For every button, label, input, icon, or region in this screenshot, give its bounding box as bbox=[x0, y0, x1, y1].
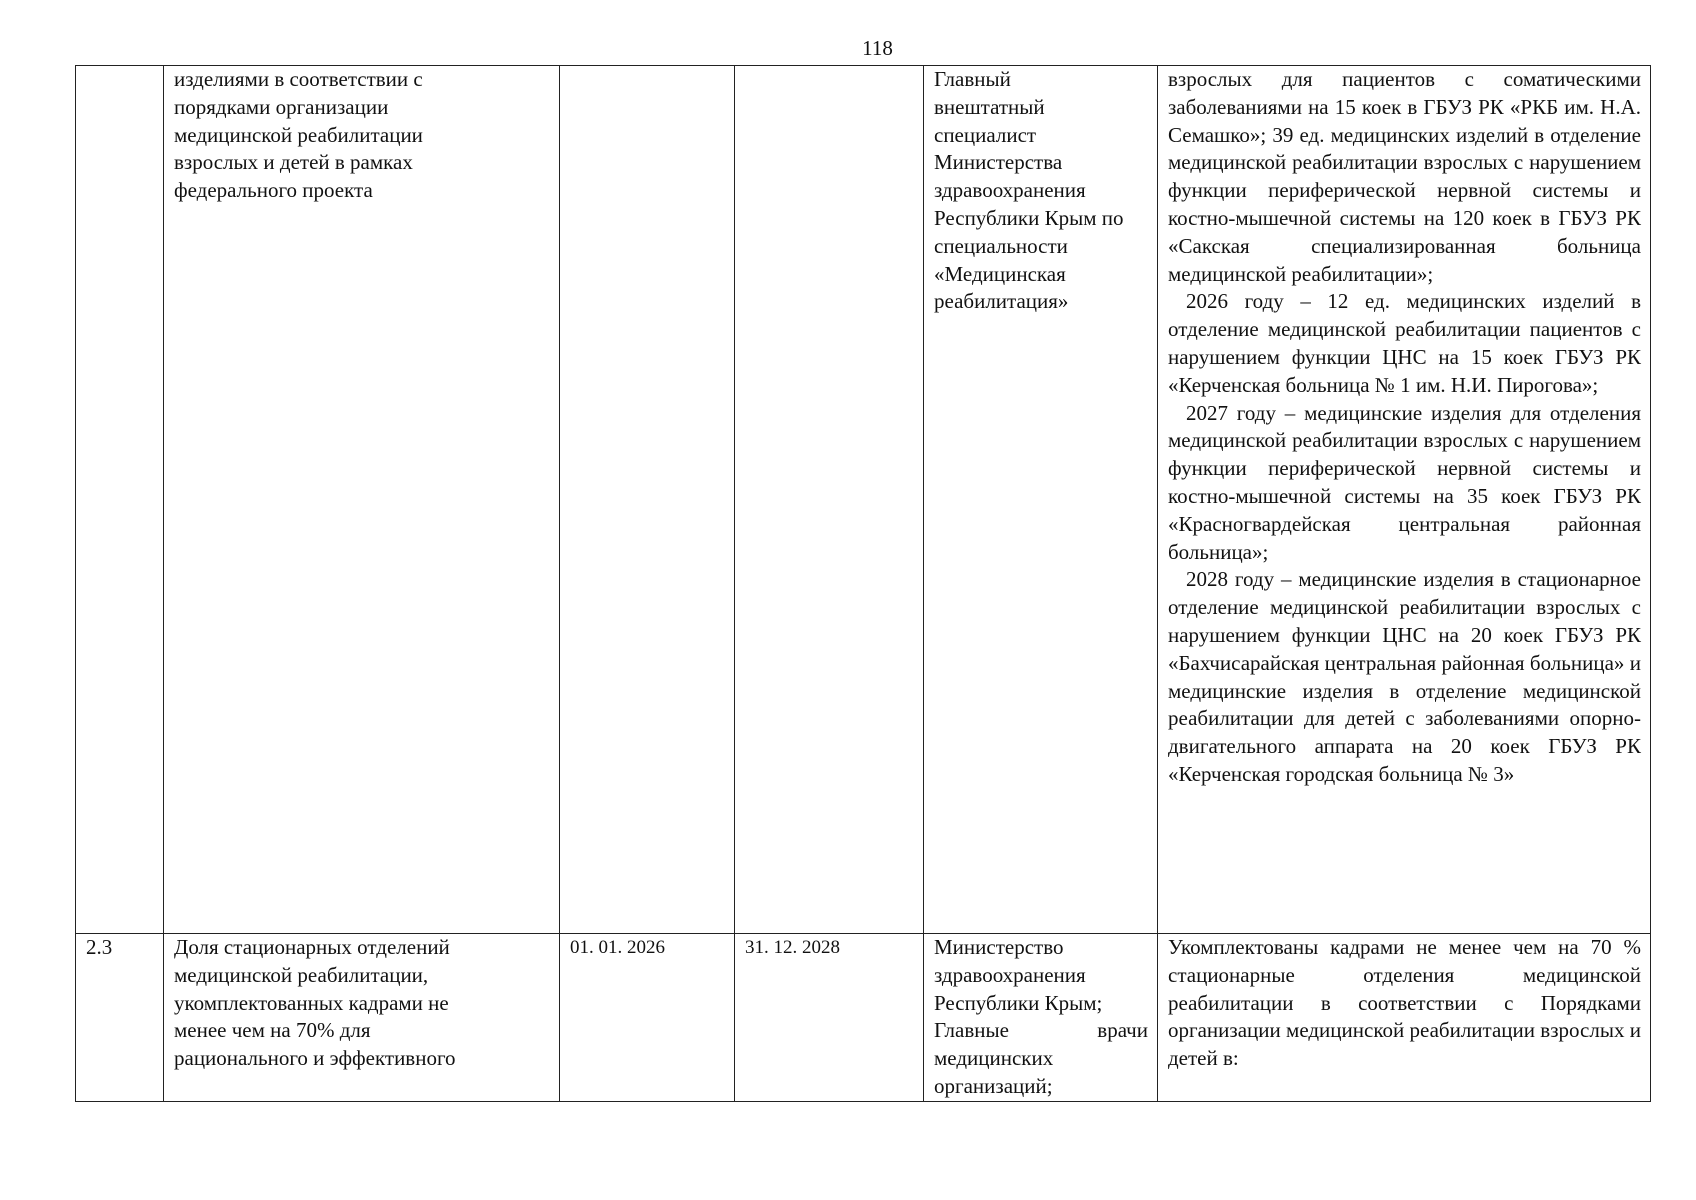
end-date-cell: 31. 12. 2028 bbox=[735, 934, 924, 1102]
table-row bbox=[76, 66, 1651, 934]
activity-name-cell bbox=[164, 934, 560, 1102]
activity-name-line: медицинской реабилитации bbox=[174, 122, 423, 147]
activity-name-line: Доля стационарных отделений bbox=[174, 935, 450, 959]
activity-name-line: порядками организации bbox=[174, 94, 389, 119]
responsible-cell bbox=[924, 934, 1158, 1102]
start-date-cell bbox=[560, 66, 735, 934]
responsible-line: Министерства bbox=[934, 150, 1063, 175]
activity-name-line: менее чем на 70% для bbox=[174, 1018, 371, 1043]
responsible-line: Главный bbox=[934, 67, 1011, 91]
page-number: 118 bbox=[862, 36, 893, 60]
row-number-cell: 2.3 bbox=[76, 934, 164, 1102]
result-paragraph: взрослых для пациентов с соматическими заболеваниями на 15 коек в ГБУЗ РК «РКБ им. Н.А. Семашко»; 39 ед. медицинских изделий в отделение медицинской реабилитации взрослых с нарушением функции периферической нервной системы и костно-мышечной системы на 120 коек в ГБУЗ РК «Сакская специализированная больница медицинской реабилитации»; bbox=[1168, 67, 1641, 286]
responsible-paragraph-justified: Главные врачи медицинских организаций; bbox=[934, 1018, 1148, 1098]
responsible-cell bbox=[924, 66, 1158, 934]
activity-name-line: изделиями в соответствии с bbox=[174, 67, 423, 91]
end-date-cell bbox=[735, 66, 924, 934]
result-paragraph: 2026 году – 12 ед. медицинских изделий в отделение медицинской реабилитации пациентов с нарушением функции ЦНС на 15 коек ГБУЗ РК «Керченская больница № 1 им. Н.И. Пирогова»; bbox=[1168, 289, 1641, 397]
activity-name-line: медицинской реабилитации, bbox=[174, 962, 429, 987]
result-paragraph: 2028 году – медицинские изделия в стационарное отделение медицинской реабилитации взрослых с нарушением функции ЦНС на 20 коек ГБУЗ РК «Бахчисарайская центральная районная больница» и медицинские изделия в отделение медицинской реабилитации для детей с заболеваниями опорно-двигательного аппарата на 20 коек ГБУЗ РК «Керченская городская больница № 3» bbox=[1168, 567, 1641, 786]
activities-table bbox=[75, 65, 1651, 1102]
result-cell bbox=[1158, 66, 1651, 934]
responsible-line: специальности bbox=[934, 233, 1068, 258]
table-row bbox=[76, 934, 1651, 1102]
row-number-cell bbox=[76, 66, 164, 934]
result-paragraph: 2027 году – медицинские изделия для отделения медицинской реабилитации взрослых с нарушением функции периферической нервной системы и костно-мышечной системы на 35 коек ГБУЗ РК «Красногвардейская центральная районная больница»; bbox=[1168, 400, 1641, 564]
result-cell bbox=[1158, 934, 1651, 1102]
activity-name-line: взрослых и детей в рамках bbox=[174, 150, 413, 175]
responsible-line: внештатный bbox=[934, 94, 1045, 119]
result-paragraph: Укомплектованы кадрами не менее чем на 70 % стационарные отделения медицинской реабилитации в соответствии с Порядками организации медицинской реабилитации взрослых и детей в: bbox=[1168, 935, 1641, 1071]
responsible-paragraph: Министерство здравоохранения Республики Крым; bbox=[934, 935, 1103, 1015]
responsible-line: «Медицинская bbox=[934, 261, 1066, 286]
activity-name-line: рационального и эффективного bbox=[174, 1046, 456, 1071]
responsible-line: специалист bbox=[934, 122, 1037, 147]
start-date-cell: 01. 01. 2026 bbox=[560, 934, 735, 1102]
responsible-line: Республики Крым по bbox=[934, 205, 1124, 230]
activity-name-line: укомплектованных кадрами не bbox=[174, 990, 449, 1015]
responsible-line: здравоохранения bbox=[934, 178, 1086, 203]
responsible-line: реабилитация» bbox=[934, 289, 1069, 314]
activity-name-line: федерального проекта bbox=[174, 178, 373, 203]
activity-name-cell bbox=[164, 66, 560, 934]
